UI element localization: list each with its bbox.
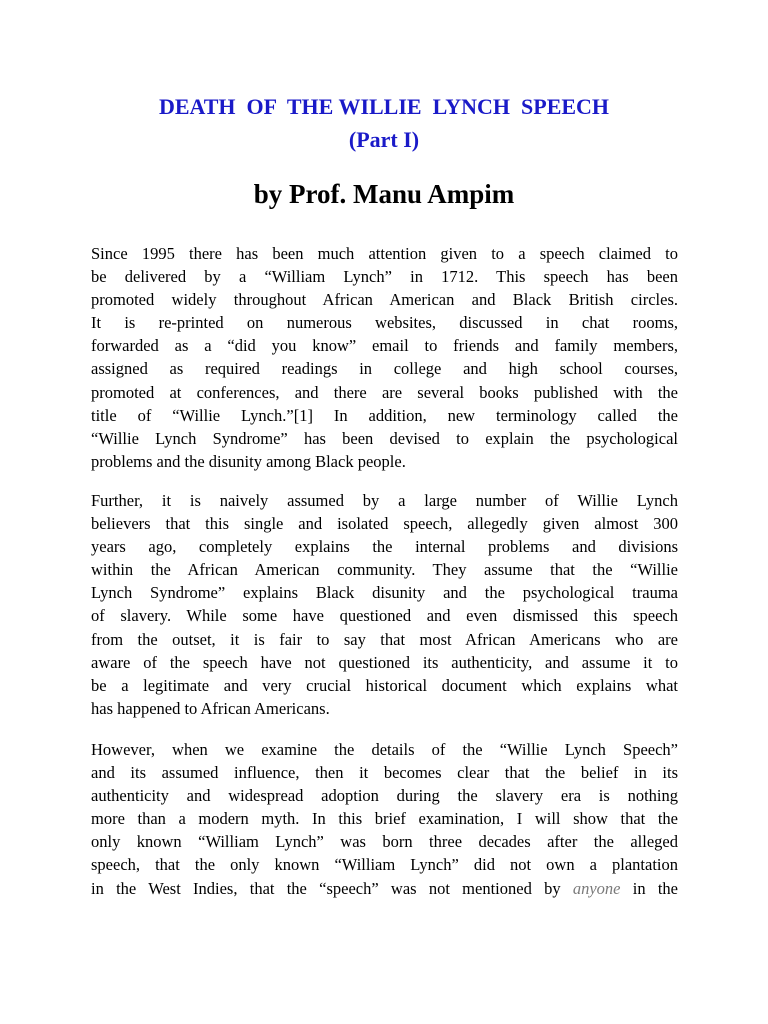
text-line: aware of the speech have not questioned its authenticity, and assume it to (91, 652, 678, 672)
text-line: from the outset, it is fair to say that most African Americans who are (91, 629, 678, 649)
text-line: Lynch Syndrome” explains Black disunity and the psychological trauma (91, 583, 678, 603)
text-line: and its assumed influence, then it becomes clear that the belief in its (91, 763, 678, 783)
text-line: has happened to African Americans. (91, 698, 330, 718)
text-line: problems and the disunity among Black people. (91, 451, 406, 471)
text-fragment: in the West Indies, that the “speech” was not mentioned by (91, 878, 573, 898)
document-title: DEATH OF THE WILLIE LYNCH SPEECH (158, 94, 610, 119)
paragraph-2 (91, 489, 678, 720)
text-line: promoted at conferences, and there are several books published with the (91, 382, 678, 402)
paragraph-3 (91, 738, 678, 900)
text-line: years ago, completely explains the internal problems and divisions (91, 537, 678, 557)
text-line: “Willie Lynch Syndrome” has been devised to explain the psychological (91, 428, 678, 448)
text-fragment: in the (620, 878, 678, 898)
text-line: Since 1995 there has been much attention given to a speech claimed to (91, 244, 678, 263)
text-line: However, when we examine the details of the “Willie Lynch Speech” (91, 740, 678, 759)
text-line: It is re-printed on numerous websites, discussed in chat rooms, (91, 313, 678, 333)
text-line: only known “William Lynch” was born three decades after the alleged (91, 832, 678, 852)
text-line: forwarded as a “did you know” email to friends and family members, (91, 336, 678, 356)
text-line: believers that this single and isolated speech, allegedly given almost 300 (91, 514, 678, 534)
text-line: within the African American community. They assume that the “Willie (91, 560, 678, 580)
text-line: authenticity and widespread adoption during the slavery era is nothing (91, 786, 678, 806)
text-line: assigned as required readings in college and high school courses, (91, 359, 678, 379)
text-line: Further, it is naively assumed by a large number of Willie Lynch (91, 491, 678, 510)
emphasized-word: anyone (572, 878, 621, 898)
text-line: speech, that the only known “William Lynch” did not own a plantation (91, 855, 678, 875)
text-line: promoted widely throughout African American and Black British circles. (91, 290, 678, 310)
text-line: more than a modern myth. In this brief examination, I will show that the (91, 809, 678, 829)
author-byline: by Prof. Manu Ampim (253, 179, 515, 209)
text-line: be a legitimate and very crucial historical document which explains what (91, 675, 678, 695)
paragraph-1 (91, 242, 678, 473)
text-line: of slavery. While some have questioned and even dismissed this speech (91, 606, 678, 626)
text-line (91, 877, 678, 900)
text-line: be delivered by a “William Lynch” in 1712. This speech has been (91, 267, 678, 287)
document-subtitle: (Part I) (348, 127, 420, 152)
text-line: title of “Willie Lynch.”[1] In addition, new terminology called the (91, 405, 678, 425)
